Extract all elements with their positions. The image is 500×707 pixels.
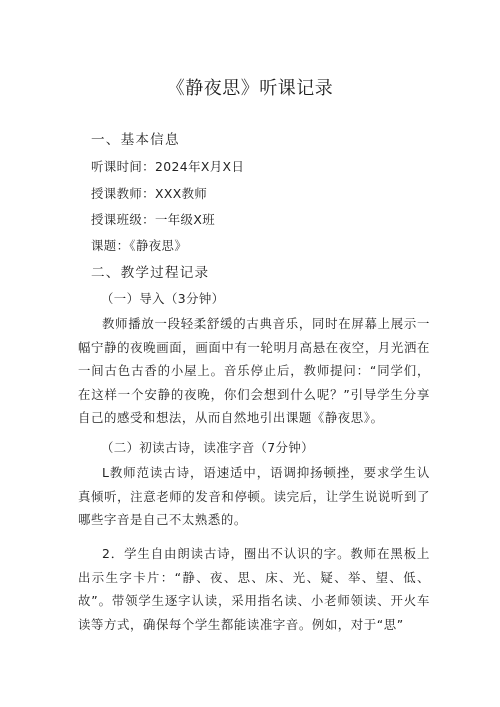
lesson-topic: 课题：《静夜思》: [91, 238, 188, 253]
part-intro-paragraph: 教师播放一段轻柔舒缓的古典音乐，同时在屏幕上展示一幅宁静的夜晚画面，画面中有一轮明月高悬在夜空，月光洒在一间古色古香的小屋上。音乐停止后，教师提问：“同学们，在这样一个安静的夜晚，你们会想到什么呢？”引导学生分享自己的感受和想法，从而自然地引出课题《静夜思》。: [78, 316, 430, 426]
reading-item-1: L教师范读古诗，语速适中，语调抑扬顿挫，要求学生认真倾听，注意老师的发音和停顿。读完后，让学生说说听到了哪些字音是自己不太熟悉的。: [78, 465, 430, 528]
section-basic-info-heading: 一、基本信息: [91, 132, 180, 148]
lesson-teacher: 授课教师：XXX教师: [91, 186, 208, 201]
section-process-heading: 二、教学过程记录: [91, 265, 210, 281]
part-reading-heading: （二）初读古诗，读准字音（7分钟）: [101, 440, 314, 455]
reading-item-2: 2．学生自由朗读古诗，圈出不认识的字。教师在黑板上出示生字卡片：“静、夜、思、床、光、疑、举、望、低、故”。带领学生逐字认读，采用指名读、小老师领读、开火车读等方式，确保每个学生都能读准字音。例如，对于“思”: [78, 546, 430, 632]
part-intro-heading: （一）导入（3分钟）: [101, 291, 225, 306]
lesson-time: 听课时间：2024年X月X日: [91, 159, 245, 174]
document-title: 《静夜思》听课记录: [166, 78, 334, 99]
lesson-class: 授课班级：一年级X班: [91, 212, 216, 227]
